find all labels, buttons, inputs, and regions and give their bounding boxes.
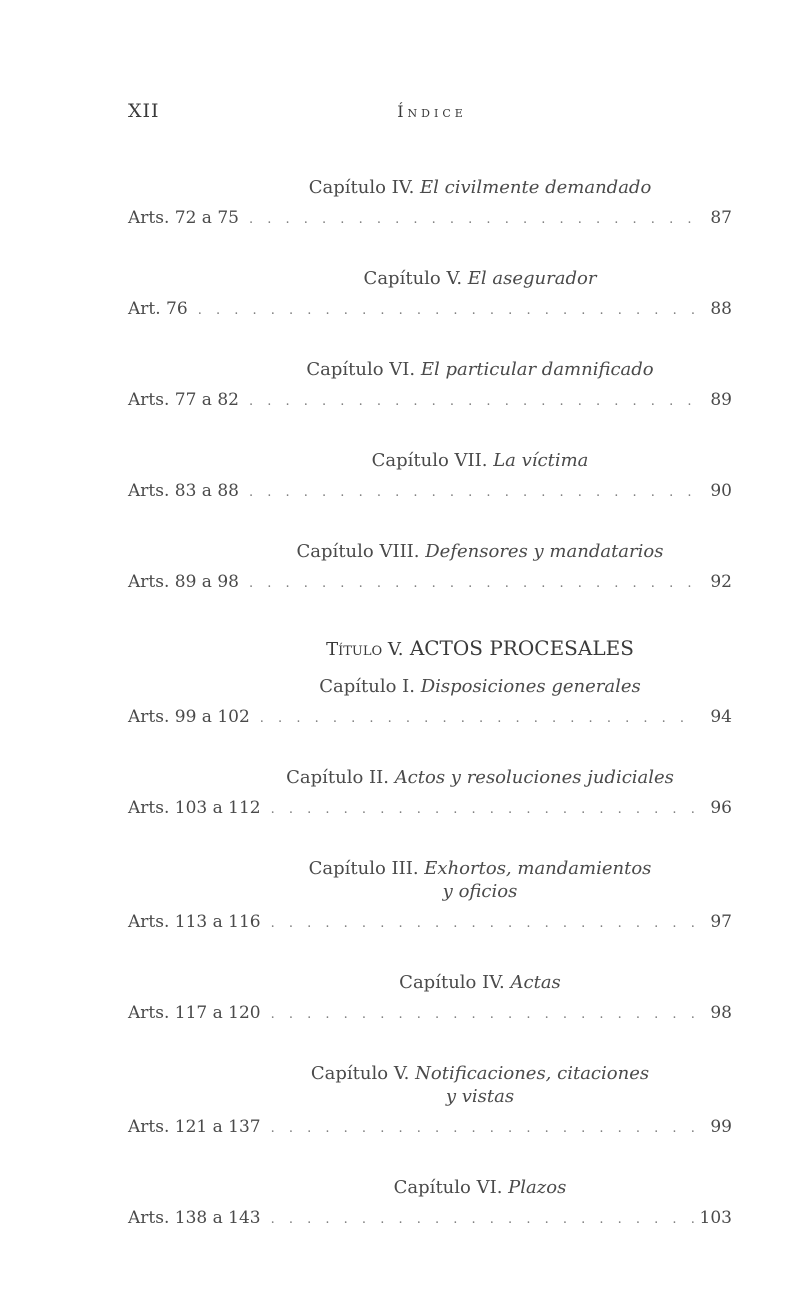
article-range: Arts. 121 a 137	[128, 1117, 261, 1137]
dot-leader	[198, 300, 698, 322]
chapter-heading	[178, 176, 782, 199]
toc-entry	[128, 207, 732, 231]
chapter-title: Notificaciones, citaciones	[415, 1063, 650, 1084]
article-range: Arts. 77 a 82	[128, 390, 239, 410]
chapter-label: Capítulo III.	[308, 858, 419, 879]
chapter-label: Capítulo V.	[363, 268, 463, 289]
chapter-heading	[178, 675, 782, 698]
article-range: Arts. 72 a 75	[128, 208, 239, 228]
chapter-title: Plazos	[508, 1177, 567, 1198]
chapter-title: Actos y resoluciones judiciales	[394, 767, 674, 788]
table-of-contents	[128, 176, 732, 1231]
chapter-title: La víctima	[493, 450, 589, 471]
toc-entry	[128, 911, 732, 935]
page-folio: XII	[128, 100, 160, 122]
chapter-title-continued	[178, 880, 782, 903]
chapter-heading	[178, 1176, 782, 1199]
dot-leader	[271, 1004, 698, 1026]
page-number: 92	[710, 572, 732, 592]
page-number: 99	[710, 1117, 732, 1137]
dot-leader	[249, 391, 698, 413]
page-number: 90	[710, 481, 732, 501]
toc-entry	[128, 797, 732, 821]
toc-entry	[128, 571, 732, 595]
toc-entry	[128, 1207, 732, 1231]
dot-leader	[271, 1118, 698, 1140]
dot-leader	[260, 708, 698, 730]
chapter-label: Capítulo V.	[310, 1063, 410, 1084]
chapter-title: El asegurador	[467, 268, 597, 289]
chapter-heading	[178, 358, 782, 381]
article-range: Arts. 138 a 143	[128, 1208, 261, 1228]
article-range: Arts. 83 a 88	[128, 481, 239, 501]
chapter-title-line2: y vistas	[445, 1086, 515, 1107]
article-range: Arts. 117 a 120	[128, 1003, 261, 1023]
chapter-title: Actas	[510, 972, 561, 993]
dot-leader	[249, 573, 698, 595]
dot-leader	[271, 913, 698, 935]
chapter-heading	[178, 766, 782, 789]
page-number: 89	[710, 390, 732, 410]
dot-leader	[271, 799, 698, 821]
toc-entry	[128, 706, 732, 730]
chapter-label: Capítulo VI.	[393, 1177, 503, 1198]
toc-entry	[128, 298, 732, 322]
article-range: Art. 76	[128, 299, 188, 319]
chapter-label: Capítulo IV.	[308, 177, 415, 198]
chapter-heading	[178, 540, 782, 563]
page-number: 94	[710, 707, 732, 727]
chapter-title: El civilmente demandado	[420, 177, 652, 198]
chapter-label: Capítulo VIII.	[296, 541, 420, 562]
dot-leader	[249, 482, 698, 504]
titulo-heading	[178, 637, 782, 661]
chapter-heading	[178, 1062, 782, 1085]
chapter-heading	[178, 449, 782, 472]
chapter-heading	[178, 267, 782, 290]
chapter-title-continued	[178, 1085, 782, 1108]
running-head: Índice	[397, 102, 467, 121]
dot-leader	[249, 209, 698, 231]
page-number: 97	[710, 912, 732, 932]
chapter-title: Exhortos, mandamientos	[424, 858, 652, 879]
chapter-title: Defensores y mandatarios	[425, 541, 664, 562]
chapter-title: El particular damnificado	[420, 359, 654, 380]
page-number: 98	[710, 1003, 732, 1023]
page-number: 88	[710, 299, 732, 319]
article-range: Arts. 113 a 116	[128, 912, 261, 932]
titulo-title: ACTOS PROCESALES	[409, 636, 634, 660]
toc-entry	[128, 480, 732, 504]
chapter-title: Disposiciones generales	[420, 676, 641, 697]
chapter-label: Capítulo IV.	[399, 972, 505, 993]
article-range: Arts. 89 a 98	[128, 572, 239, 592]
chapter-heading	[178, 971, 782, 994]
toc-entry	[128, 1002, 732, 1026]
chapter-title-line2: y oficios	[442, 881, 518, 902]
chapter-label: Capítulo VI.	[306, 359, 416, 380]
dot-leader	[271, 1209, 694, 1231]
toc-entry	[128, 1116, 732, 1140]
page-number: 87	[710, 208, 732, 228]
toc-entry	[128, 389, 732, 413]
chapter-heading	[178, 857, 782, 880]
article-range: Arts. 103 a 112	[128, 798, 261, 818]
chapter-label: Capítulo VII.	[371, 450, 488, 471]
chapter-label: Capítulo I.	[319, 676, 415, 697]
page-number: 103	[699, 1208, 732, 1228]
article-range: Arts. 99 a 102	[128, 707, 250, 727]
page-number: 96	[710, 798, 732, 818]
titulo-label: Título V.	[326, 639, 404, 660]
chapter-label: Capítulo II.	[286, 767, 389, 788]
